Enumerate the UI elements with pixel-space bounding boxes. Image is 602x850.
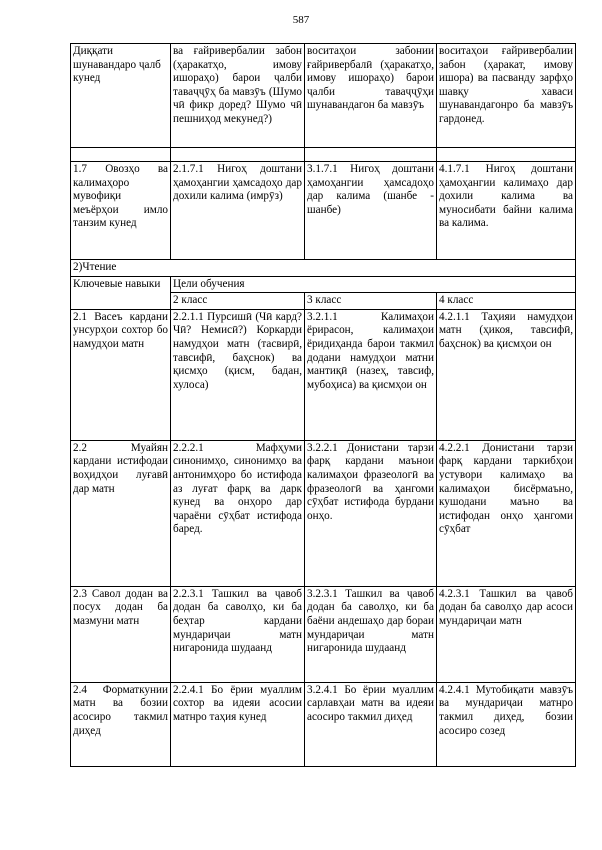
table-row: [71, 682, 576, 766]
table-row: [71, 440, 576, 586]
header-goals: Цели обучения: [171, 276, 576, 293]
section-row: [71, 260, 576, 277]
table-cell: ва ғайривербалии забон (ҳаракатҳо, имову ишораҳо) барои ҷалби таваҷҷӯҳ ба мавзӯъ (Шумо чӣ фикр доред? Шумо чӣ пешниҳод мекунед?): [171, 44, 305, 148]
table-row: [71, 162, 576, 260]
empty-cell: [171, 148, 305, 162]
table-cell: 2.1.7.1 Нигоҳ доштани ҳамоҳангии ҳамсадоҳо дар дохили калима (имрӯз): [171, 162, 305, 260]
table-cell: 2.2.3.1 Ташкил ва ҷавоб додан ба саволҳо, ки ба беҳтар кардани мундариҷаи матн нигаронида шудаанд: [171, 586, 305, 682]
table-cell: 3.2.3.1 Ташкил ва ҷавоб додан ба саволҳо, ки ба баёни андешаҳо дар бораи мундариҷаи матн нигаронида шудаанд: [305, 586, 437, 682]
table-cell: 4.2.2.1 Донистани тарзи фарқ кардани таркибҳои устувори калимаҳо ва калимаҳои бисёрмаъно, кушодани маъно ва истифодан онҳо ҳангоми сӯҳбат: [437, 440, 576, 586]
table-cell: 3.1.7.1 Нигоҳ доштани ҳамоҳангии ҳамсадоҳо дар калима (шанбе - шанбе): [305, 162, 437, 260]
table-cell: 1.7 Овозҳо ва калимаҳоро мувофиқи меъёрҳои имло танзим кунед: [71, 162, 171, 260]
table-cell: 3.2.4.1 Бо ёрии муаллим сарлавҳаи матн ва идеяи асосиро такмил диҳед: [305, 682, 437, 766]
table-cell: воситаҳои забонии ғайривербалӣ (ҳаракатҳо, имову ишораҳо) барои ҷалби таваҷҷӯҳи шунавандагон ба мавзӯъ: [305, 44, 437, 148]
header-grade-3: 3 класс: [305, 293, 437, 310]
header-key-skills: Ключевые навыки: [71, 276, 171, 309]
header-row: [71, 276, 576, 293]
curriculum-table: [70, 43, 576, 767]
empty-cell: [305, 148, 437, 162]
table-cell: 2.2.2.1 Мафҳуми синонимҳо, синонимҳо ва антонимҳоро бо истифода аз луғат фарқ ва дарк кунед ва онҳоро дар чараёни сӯҳбат истифода баред.: [171, 440, 305, 586]
table-cell: 2.3 Савол додан ва посух додан ба мазмуни матн: [71, 586, 171, 682]
header-grade-4: 4 класс: [437, 293, 576, 310]
table-cell: Диққати шунавандаро ҷалб кунед: [71, 44, 171, 148]
empty-cell: [437, 148, 576, 162]
table-cell: 4.1.7.1 Нигоҳ доштани ҳамоҳангии калимаҳо дар дохили калима ва муносибати байни калима ва калима.: [437, 162, 576, 260]
spacer-row: [71, 148, 576, 162]
header-grade-2: 2 класс: [171, 293, 305, 310]
section-title: 2)Чтение: [71, 260, 576, 277]
table-row: [71, 586, 576, 682]
table-cell: 2.2 Муайян кардани истифодаи воҳидҳои луғавӣ дар матн: [71, 440, 171, 586]
table-cell: 3.2.1.1 Калимаҳои ёрирасон, калимаҳои ёридиҳанда барои такмил додани намудҳои матни мантиқӣ (назеҳ, тавсиф, мубоҳиса) ва қисмҳои он: [305, 309, 437, 440]
page-number: 587: [292, 14, 310, 26]
table-cell: 4.2.1.1 Таҳияи намудҳои матн (ҳикоя, тавсифӣ, баҳснок) ва қисмҳои он: [437, 309, 576, 440]
table-cell: 2.2.4.1 Бо ёрии муаллим сохтор ва идеяи асосии матнро таҳия кунед: [171, 682, 305, 766]
table-cell: 2.4 Форматкунии матн ва бозии асосиро такмил диҳед: [71, 682, 171, 766]
table-cell: 3.2.2.1 Донистани тарзи фарқ кардани маънои калимаҳои фразеологӣ ва фразеологӣ ва ҳангоми сӯҳбат истифода бурдани онҳо.: [305, 440, 437, 586]
table-cell: воситаҳои ғайривербалии забон (ҳаракат, имову ишора) ва пасванду зарфҳо шавқу хаваси шунавандагонро ба мавзӯъ гардонед.: [437, 44, 576, 148]
table-row: [71, 309, 576, 440]
table-cell: 4.2.4.1 Мутобиқати мавзӯъ ва мундариҷаи матнро такмил диҳед, бозии асосиро созед: [437, 682, 576, 766]
table-cell: 4.2.3.1 Ташкил ва ҷавоб додан ба саволҳо дар асоси мундариҷаи матн: [437, 586, 576, 682]
table-cell: 2.2.1.1 Пурсишӣ (Чӣ кард? Чӣ? Немисӣ?) Коркарди намудҳои матн (тасвирӣ, тавсифӣ, баҳснок) ва қисмҳо (қисм, бадан, хулоса): [171, 309, 305, 440]
table-cell: 2.1 Васеъ кардани унсурҳои сохтор бо намудҳои матн: [71, 309, 171, 440]
table-row: [71, 44, 576, 148]
empty-cell: [71, 148, 171, 162]
